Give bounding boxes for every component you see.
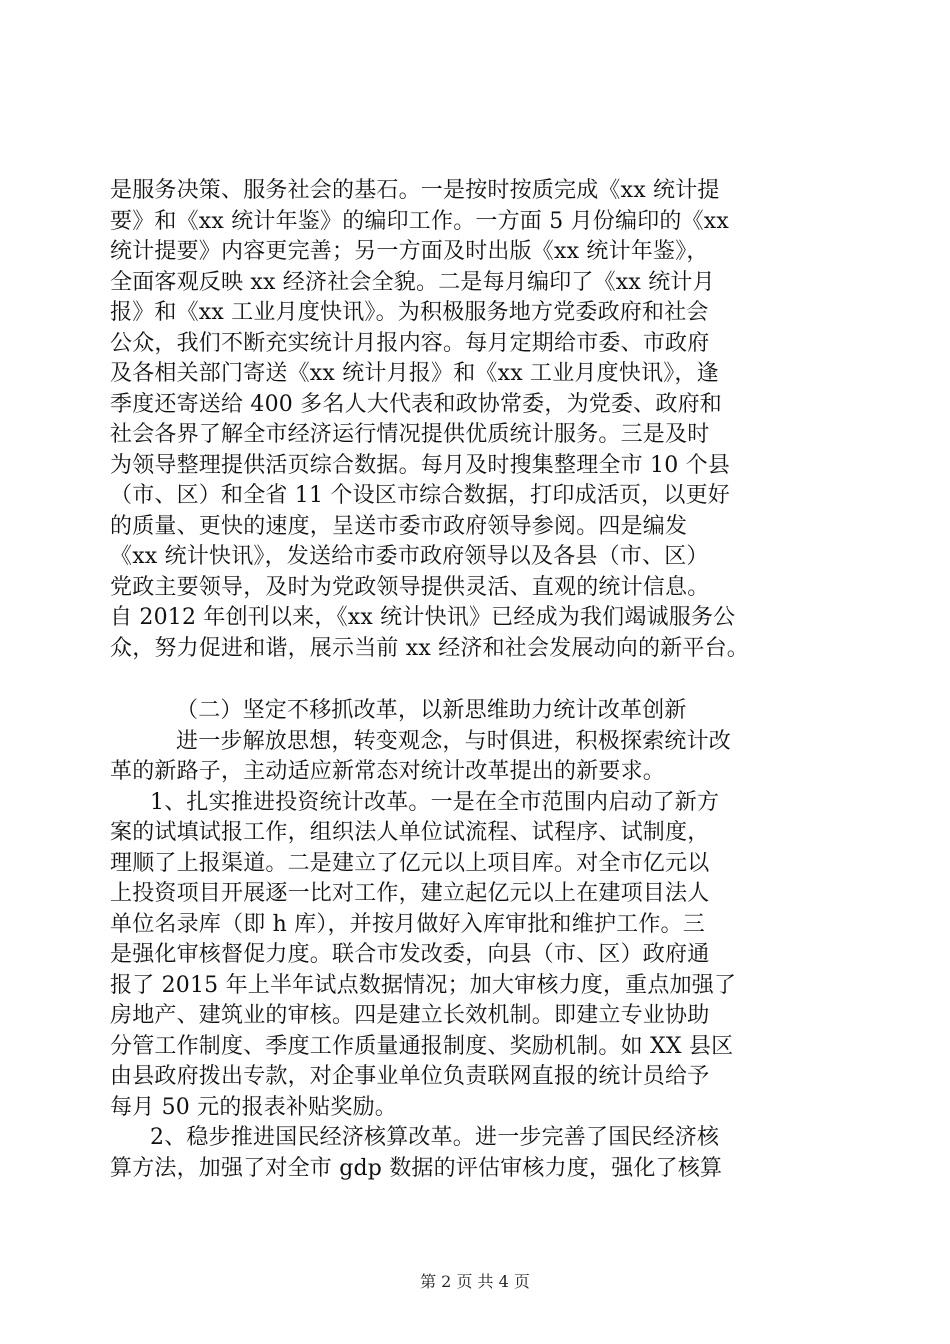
- text-line: 算方法，加强了对全市 gdp 数据的评估审核力度，强化了核算: [110, 1155, 723, 1181]
- text-line: 的质量、更快的速度，呈送市委市政府领导参阅。四是编发: [110, 513, 688, 539]
- text-line: 自 2012 年创刊以来，《xx 统计快讯》已经成为我们竭诚服务公: [110, 605, 736, 630]
- text-line: 为领导整理提供活页综合数据。每月及时搜集整理全市 10 个县: [110, 452, 730, 478]
- text-line: 每月 50 元的报表补贴奖励。: [110, 1094, 397, 1120]
- text-line: 全面客观反映 xx 经济社会全貌。二是每月编印了《xx 统计月: [110, 269, 715, 295]
- text-line: （市、区）和全省 11 个设区市综合数据，打印成活页，以更好: [110, 483, 730, 508]
- text-line: 要》和《xx 统计年鉴》的编印工作。一方面 5 月份编印的《xx: [110, 208, 730, 234]
- text-line: 季度还寄送给 400 多名人大代表和政协常委，为党委、政府和: [110, 391, 722, 417]
- text-line: 分管工作制度、季度工作质量通报制度、奖励机制。如 XX 县区: [110, 1033, 734, 1059]
- text-line: 《xx 统计快讯》，发送给市委市政府领导以及各县（市、区）: [110, 544, 709, 569]
- text-line: 2、稳步推进国民经济核算改革。进一步完善了国民经济核: [150, 1125, 720, 1150]
- text-line: 上投资项目开展逐一比对工作，建立起亿元以上在建项目法人: [110, 881, 710, 906]
- text-line: 理顺了上报渠道。二是建立了亿元以上项目库。对全市亿元以: [110, 850, 710, 876]
- list-item-1: [110, 788, 840, 1124]
- text-line: 进一步解放思想，转变观念，与时俱进，积极探索统计改: [176, 728, 732, 754]
- paragraph-spacer: [110, 664, 840, 696]
- text-line: 案的试填试报工作，组织法人单位试流程、试程序、试制度，: [110, 820, 710, 845]
- text-line: 1、扎实推进投资统计改革。一是在全市范围内启动了新方: [150, 789, 720, 815]
- text-line: 由县政府拨出专款，对企事业单位负责联网直报的统计员给予: [110, 1064, 710, 1089]
- text-line: 房地产、建筑业的审核。四是建立长效机制。即建立专业协助: [110, 1003, 710, 1028]
- list-item-2: [110, 1123, 840, 1184]
- text-line: 是强化审核督促力度。联合市发改委，向县（市、区）政府通: [110, 942, 710, 967]
- paragraph-2: [110, 727, 840, 788]
- section-heading: （二）坚定不移抓改革，以新思维助力统计改革创新: [176, 698, 687, 723]
- text-line: 单位名录库（即 h 库），并按月做好入库审批和维护工作。三: [110, 911, 705, 937]
- text-line: 是服务决策、服务社会的基石。一是按时按质完成《xx 统计提: [110, 178, 720, 203]
- paragraph-1: [110, 176, 840, 664]
- text-line: 社会各界了解全市经济运行情况提供优质统计服务。三是及时: [110, 422, 710, 447]
- text-line: 报》和《xx 工业月度快讯》。为积极服务地方党委政府和社会: [110, 300, 709, 325]
- text-line: 公众，我们不断充实统计月报内容。每月定期给市委、市政府: [110, 330, 710, 356]
- document-body: [110, 176, 840, 1184]
- text-line: 党政主要领导，及时为党政领导提供灵活、直观的统计信息。: [110, 574, 710, 600]
- page-number: 第 2 页 共 4 页: [420, 1272, 530, 1291]
- text-line: 统计提要》内容更完善；另一方面及时出版《xx 统计年鉴》，: [110, 239, 709, 264]
- text-line: 革的新路子，主动适应新常态对统计改革提出的新要求。: [110, 759, 666, 784]
- text-line: 众，努力促进和谐，展示当前 xx 经济和社会发展动向的新平台。: [110, 635, 750, 661]
- text-line: 报了 2015 年上半年试点数据情况；加大审核力度，重点加强了: [110, 972, 737, 998]
- text-line: 及各相关部门寄送《xx 统计月报》和《xx 工业月度快讯》，逢: [110, 361, 719, 386]
